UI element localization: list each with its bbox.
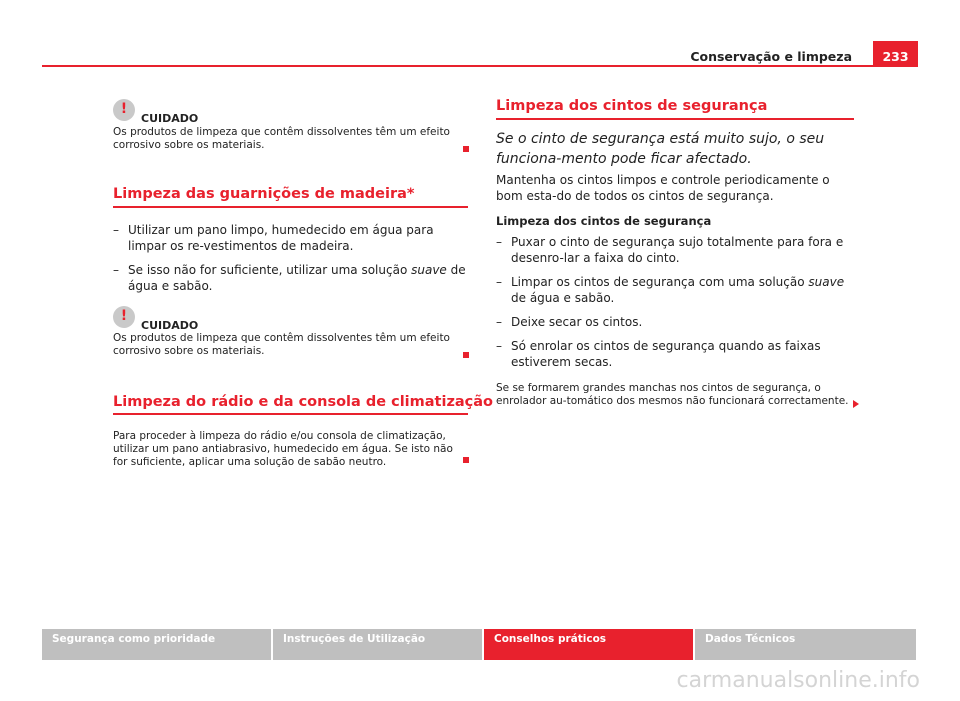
intro-paragraph: Mantenha os cintos limpos e controle periodicamente o bom esta-do de todos os cintos de segurança.: [496, 173, 830, 203]
list-item: – Se isso não for suficiente, utilizar uma solução suave de água e sabão.: [113, 263, 466, 293]
tab-practical-tips[interactable]: Conselhos práticos: [484, 629, 693, 660]
header-rule: [42, 65, 918, 67]
subheading: Limpeza dos cintos de segurança: [496, 214, 712, 228]
section-heading-radio: Limpeza do rádio e da consola de climatização: [113, 394, 494, 410]
watermark: carmanualsonline.info: [676, 668, 920, 693]
heading-rule: [113, 206, 468, 208]
warning-text: Os produtos de limpeza que contêm dissolventes têm um efeito corrosivo sobre os materiais.: [113, 126, 450, 151]
warning-icon: [113, 306, 135, 328]
continue-arrow-icon: [853, 400, 859, 408]
list-item: – Utilizar um pano limpo, humedecido em água para limpar os re-vestimentos de madeira.: [113, 223, 434, 253]
note-paragraph: Se se formarem grandes manchas nos cintos de segurança, o enrolador au-tomático dos mesmos não funcionará correctamente.: [496, 382, 849, 407]
section-heading-wood-trim: Limpeza das guarnições de madeira*: [113, 186, 415, 202]
warning-icon: [113, 99, 135, 121]
list-item: – Limpar os cintos de segurança com uma solução suave de água e sabão.: [496, 275, 845, 305]
tab-operating-instructions[interactable]: Instruções de Utilização: [273, 629, 482, 660]
section-end-marker-icon: [463, 457, 469, 463]
page-number: 233: [873, 41, 918, 67]
warning-caution-1: [113, 99, 199, 125]
section-end-marker-icon: [463, 146, 469, 152]
footer-nav: [42, 629, 918, 660]
list-item: – Só enrolar os cintos de segurança quando as faixas estiverem secas.: [496, 339, 821, 369]
lead-paragraph: Se o cinto de segurança está muito sujo, o seu funciona-mento pode ficar afectado.: [496, 131, 825, 167]
list-item: – Deixe secar os cintos.: [496, 315, 643, 329]
list-item: – Puxar o cinto de segurança sujo totalmente para fora e desenro-lar a faixa do cinto.: [496, 235, 844, 265]
section-heading-seatbelts: Limpeza dos cintos de segurança: [496, 98, 768, 114]
section-end-marker-icon: [463, 352, 469, 358]
warning-label: CUIDADO: [141, 112, 199, 125]
tab-technical-data[interactable]: Dados Técnicos: [695, 629, 916, 660]
warning-caution-2: [113, 306, 199, 332]
heading-rule: [113, 413, 468, 415]
tab-safety[interactable]: Segurança como prioridade: [42, 629, 271, 660]
heading-rule: [496, 118, 854, 120]
warning-text: Os produtos de limpeza que contêm dissolventes têm um efeito corrosivo sobre os materiais.: [113, 332, 450, 357]
section-title: Conservação e limpeza: [690, 49, 852, 64]
warning-label: CUIDADO: [141, 319, 199, 332]
paragraph: Para proceder à limpeza do rádio e/ou consola de climatização, utilizar um pano antiabrasivo, humedecido em água. Se isto não for suficiente, aplicar uma solução de sabão neutro.: [113, 430, 453, 468]
